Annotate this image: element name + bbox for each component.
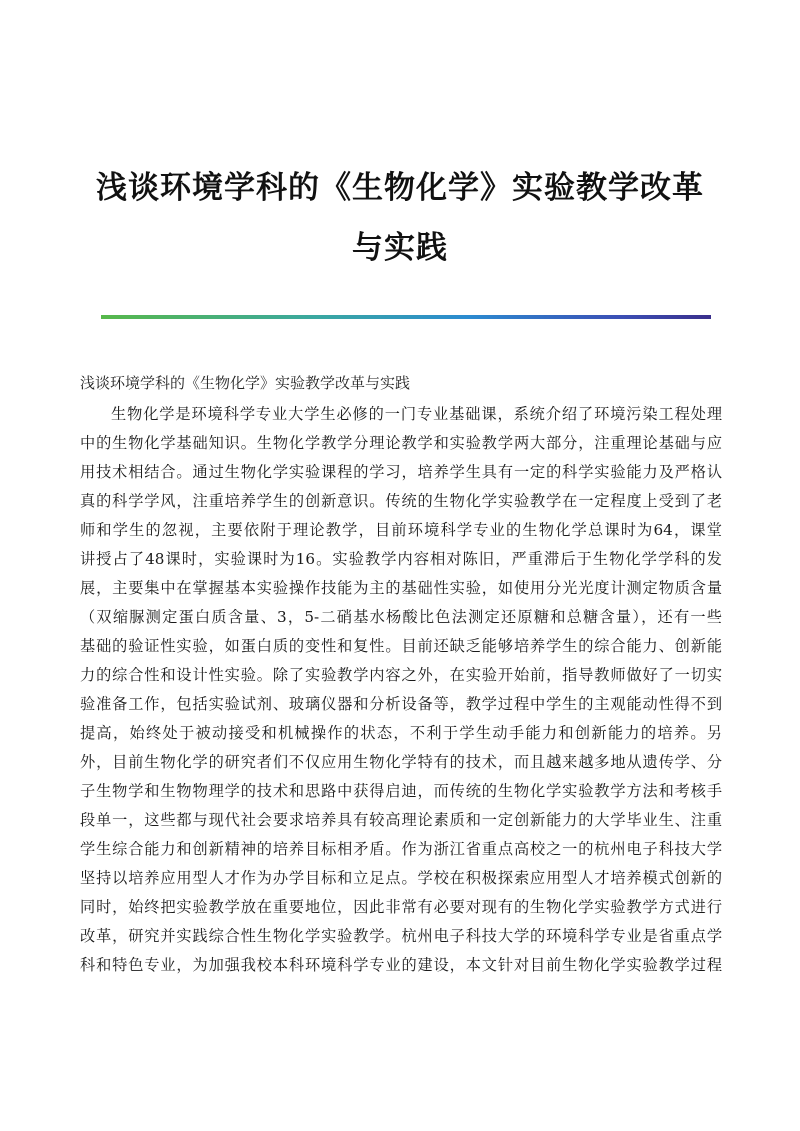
body-line: 科和特色专业，为加强我校本科环境科学专业的建设，本文针对目前生物化学实验教学过程 [80,956,722,974]
body-line: 力的综合性和设计性实验。除了实验教学内容之外，在实验开始前，指导教师做好了一切实 [80,666,722,684]
body-line: 用技术相结合。通过生物化学实验课程的学习，培养学生具有一定的科学实验能力及严格认 [80,463,722,481]
body-line: 展，主要集中在掌握基本实验操作技能为主的基础性实验，如使用分光光度计测定物质含量 [80,579,722,597]
body-line: 提高，始终处于被动接受和机械操作的状态，不利于学生动手能力和创新能力的培养。另 [80,724,722,742]
body-line: 生物化学是环境科学专业大学生必修的一门专业基础课，系统介绍了环境污染工程处理 [111,405,722,423]
body-line: 基础的验证性实验，如蛋白质的变性和复性。目前还缺乏能够培养学生的综合能力、创新能 [80,637,722,655]
body-line: 段单一，这些都与现代社会要求培养具有较高理论素质和一定创新能力的大学毕业生、注重 [80,811,722,829]
body-line: 真的科学学风，注重培养学生的创新意识。传统的生物化学实验教学在一定程度上受到了老 [80,492,722,510]
body-line: 讲授占了48课时，实验课时为16。实验教学内容相对陈旧，严重滞后于生物化学学科的发 [80,550,722,568]
body-line: （双缩脲测定蛋白质含量、3，5-二硝基水杨酸比色法测定还原糖和总糖含量），还有一些 [80,608,722,626]
body-line: 外，目前生物化学的研究者们不仅应用生物化学特有的技术，而且越来越多地从遗传学、分 [80,753,722,771]
title-line-1: 浅谈环境学科的《生物化学》实验教学改革 [96,170,704,206]
body-line: 改革，研究并实践综合性生物化学实验教学。杭州电子科技大学的环境科学专业是省重点学 [80,927,722,945]
body-line: 同时，始终把实验教学放在重要地位，因此非常有必要对现有的生物化学实验教学方式进行 [80,898,722,916]
body-paragraph [80,400,722,980]
body-line: 中的生物化学基础知识。生物化学教学分理论教学和实验教学两大部分，注重理论基础与应 [80,434,722,452]
body-line: 坚持以培养应用型人才作为办学目标和立足点。学校在积极探索应用型人才培养模式创新的 [80,869,722,887]
body-line: 验准备工作，包括实验试剂、玻璃仪器和分析设备等，教学过程中学生的主观能动性得不到 [80,695,722,713]
document-title [60,158,740,278]
body-line: 学生综合能力和创新精神的培养目标相矛盾。作为浙江省重点高校之一的杭州电子科技大学 [80,840,722,858]
title-line-2: 与实践 [352,230,448,266]
body-line: 子生物学和生物物理学的技术和思路中获得启迪，而传统的生物化学实验教学方法和考核手 [80,782,722,800]
title-divider [101,315,711,319]
document-subtitle: 浅谈环境学科的《生物化学》实验教学改革与实践 [80,374,411,392]
body-line: 师和学生的忽视，主要依附于理论教学，目前环境科学专业的生物化学总课时为64，课堂 [80,521,722,539]
